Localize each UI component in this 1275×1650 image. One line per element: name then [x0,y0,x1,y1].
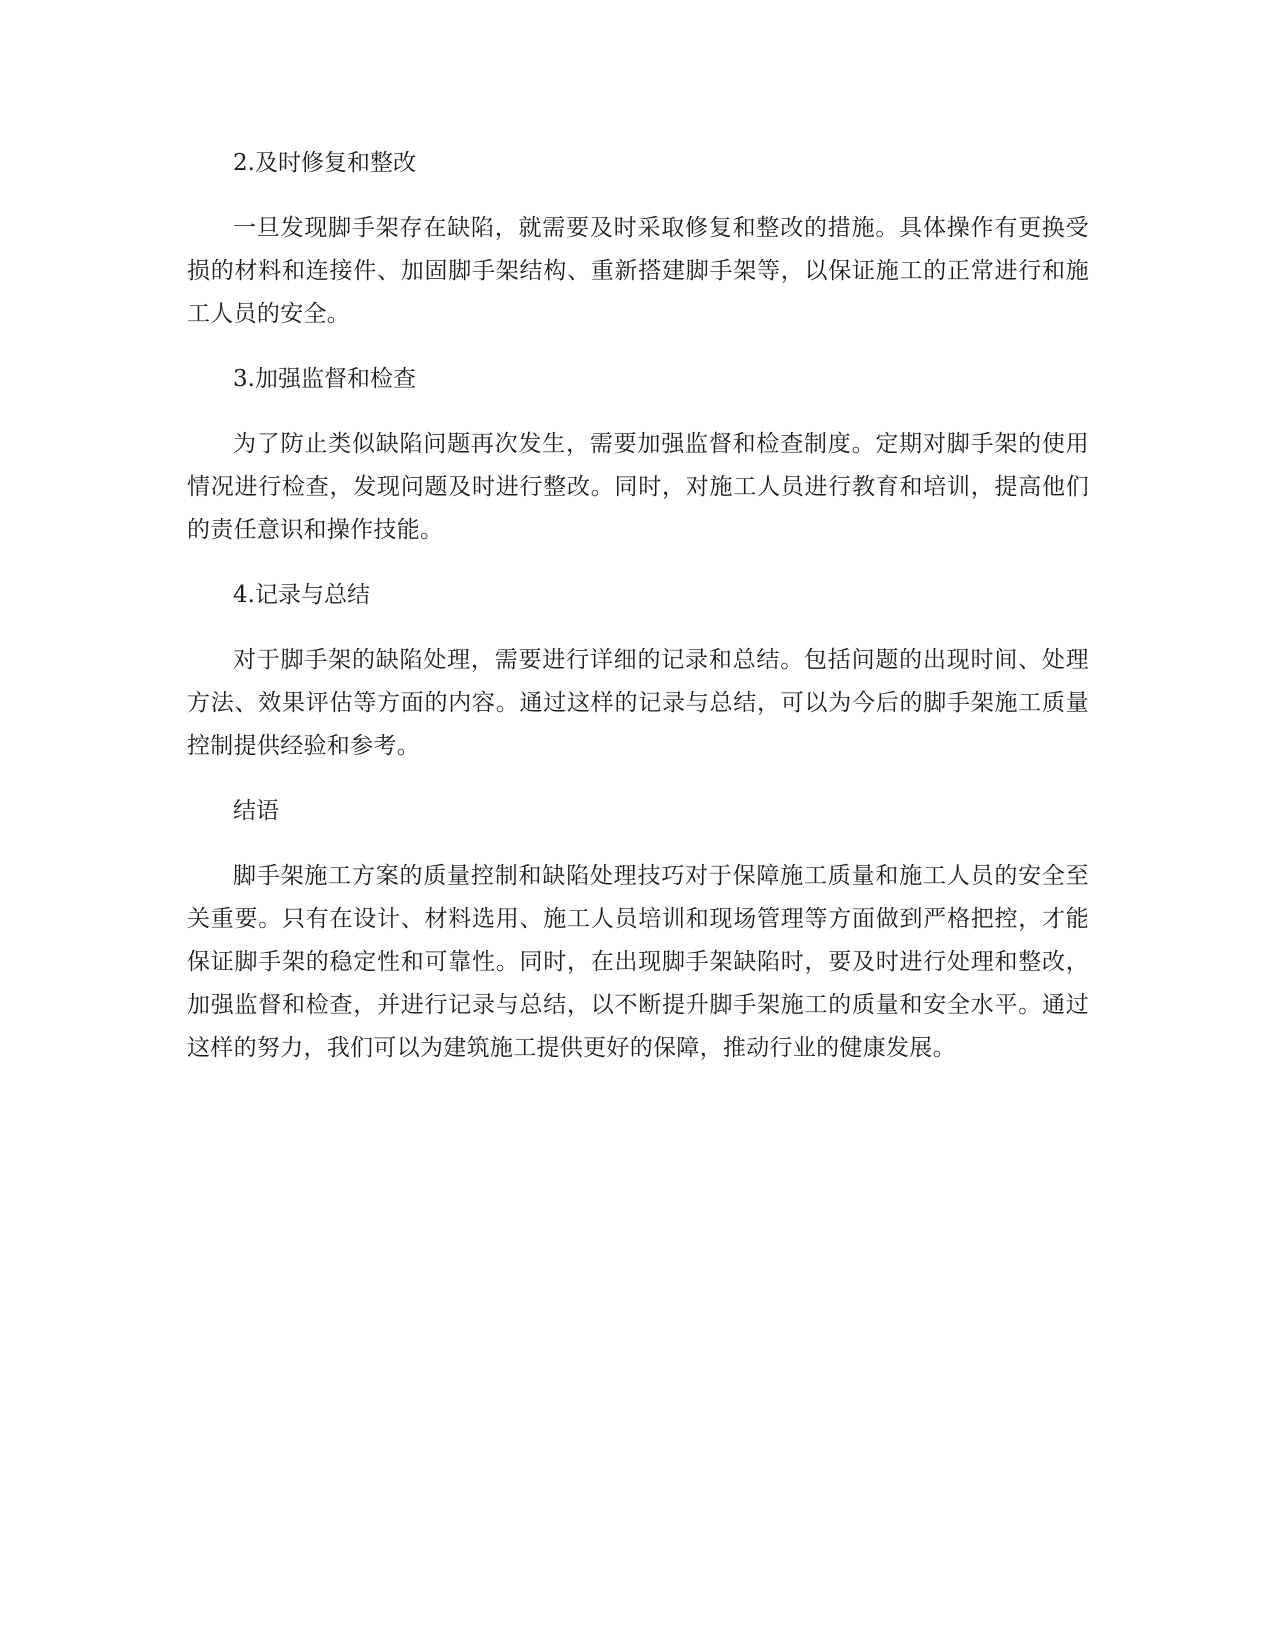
section-heading-repair: 2.及时修复和整改 [233,150,416,176]
section-body-repair: 一旦发现脚手架存在缺陷，就需要及时采取修复和整改的措施。具体操作有更换受损的材料和连接件、加固脚手架结构、重新搭建脚手架等，以保证施工的正常进行和施工人员的安全。 [187,215,1089,327]
section-body-supervision: 为了防止类似缺陷问题再次发生，需要加强监督和检查制度。定期对脚手架的使用情况进行检查，发现问题及时进行整改。同时，对施工人员进行教育和培训，提高他们的责任意识和操作技能。 [187,431,1089,543]
section-body-conclusion: 脚手架施工方案的质量控制和缺陷处理技巧对于保障施工质量和施工人员的安全至关重要。只有在设计、材料选用、施工人员培训和现场管理等方面做到严格把控，才能保证脚手架的稳定性和可靠性。同时，在出现脚手架缺陷时，要及时进行处理和整改，加强监督和检查，并进行记录与总结，以不断提升脚手架施工的质量和安全水平。通过这样的努力，我们可以为建筑施工提供更好的保障，推动行业的健康发展。 [187,863,1089,1061]
section-heading-conclusion: 结语 [233,798,279,824]
section-body-records: 对于脚手架的缺陷处理，需要进行详细的记录和总结。包括问题的出现时间、处理方法、效果评估等方面的内容。通过这样的记录与总结，可以为今后的脚手架施工质量控制提供经验和参考。 [187,647,1089,759]
document-body [187,142,1089,1092]
section-heading-records: 4.记录与总结 [233,582,370,608]
section-heading-supervision: 3.加强监督和检查 [233,366,416,392]
